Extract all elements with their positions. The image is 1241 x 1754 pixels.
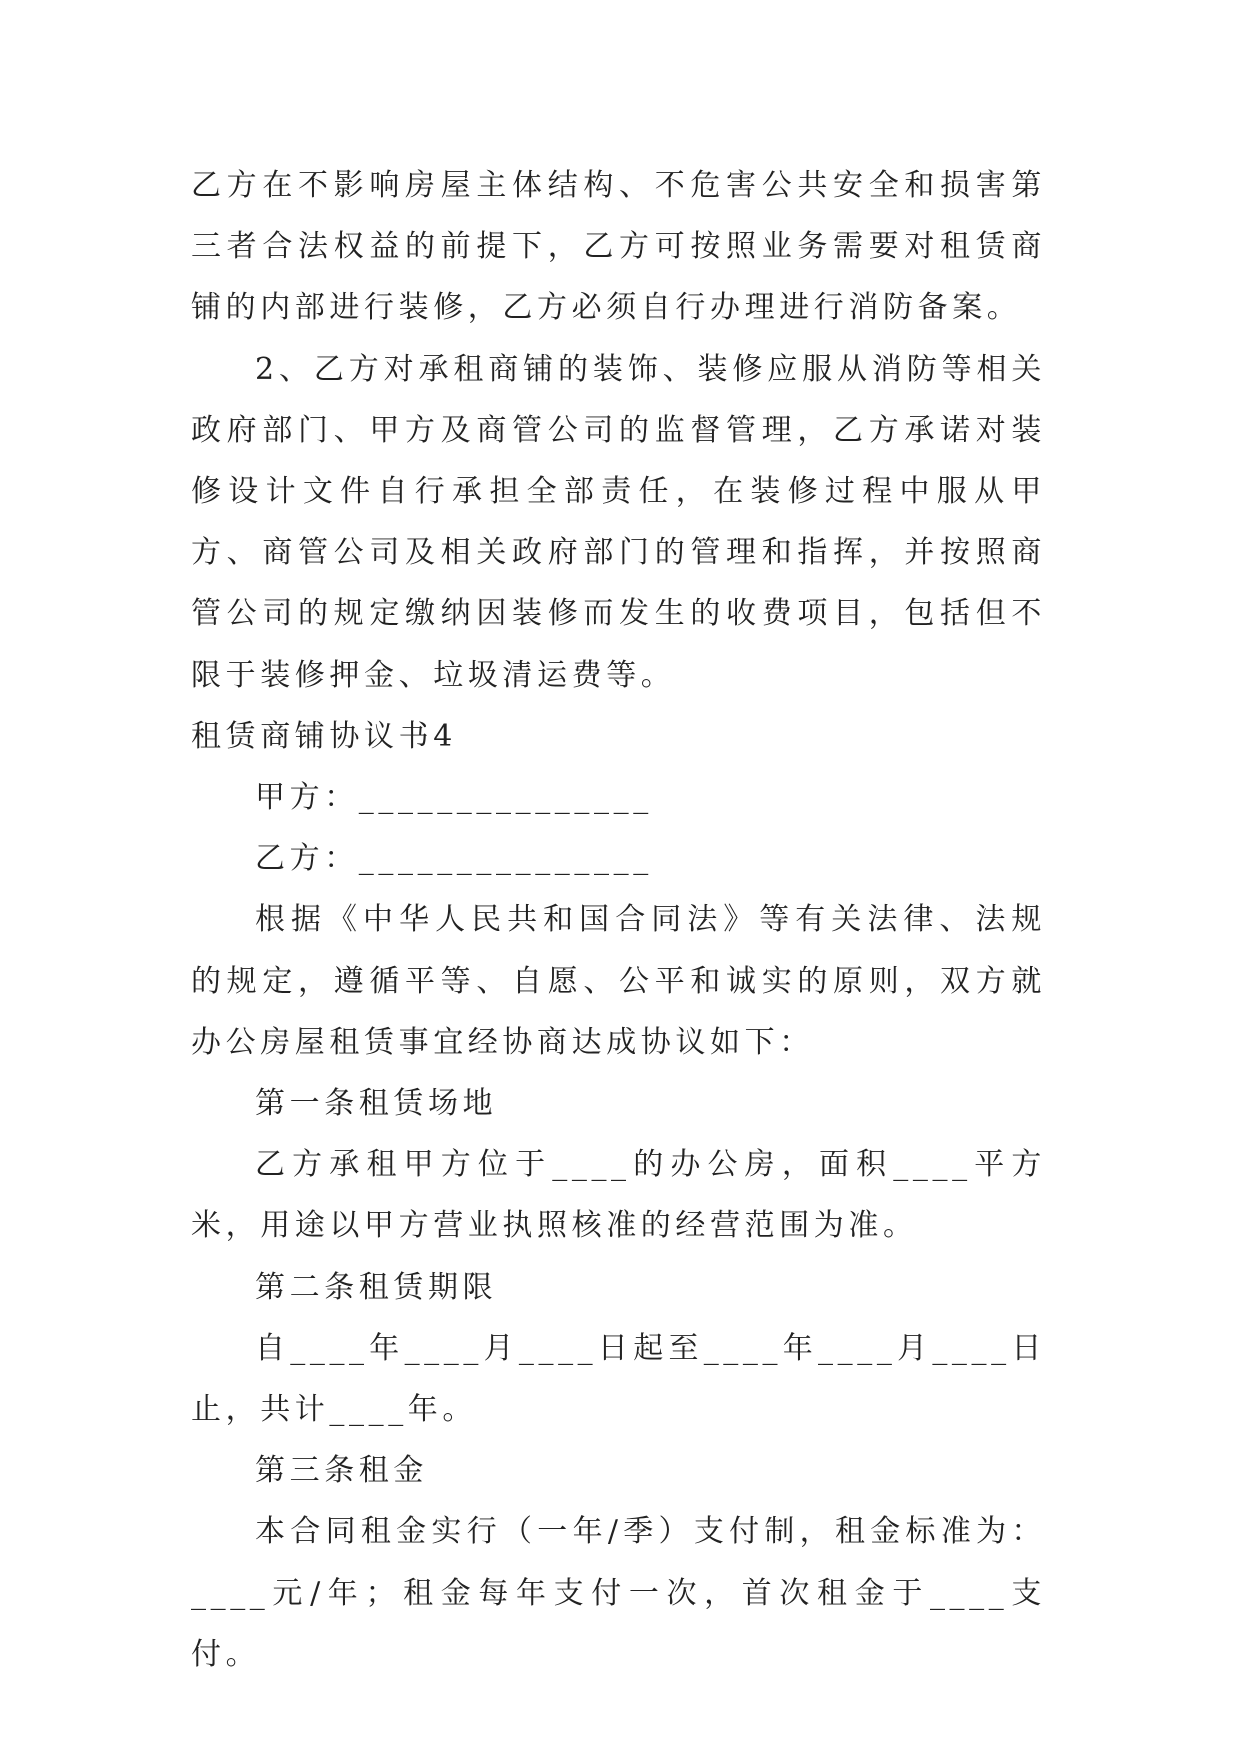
article-3-body: 本合同租金实行（一年/季）支付制，租金标准为：____元/年；租金每年支付一次，首次租金于____支付。	[191, 1514, 1046, 1672]
paragraph-renovation-rights: 乙方在不影响房屋主体结构、不危害公共安全和损害第三者合法权益的前提下，乙方可按照业务需要对租赁商铺的内部进行装修，乙方必须自行办理进行消防备案。	[191, 168, 1046, 326]
party-a-line: 甲方：_______________	[255, 780, 653, 816]
party-b-line: 乙方：_______________	[255, 841, 653, 877]
document-body	[191, 155, 1046, 1685]
article-3-heading: 第三条租金	[255, 1453, 428, 1489]
article-1-body: 乙方承租甲方位于____的办公房，面积____平方米，用途以甲方营业执照核准的经营范围为准。	[191, 1147, 1046, 1244]
article-1-heading: 第一条租赁场地	[255, 1086, 498, 1122]
paragraph-renovation-supervision: 2、乙方对承租商铺的装饰、装修应服从消防等相关政府部门、甲方及商管公司的监督管理，乙方承诺对装修设计文件自行承担全部责任，在装修过程中服从甲方、商管公司及相关政府部门的管理和指挥，并按照商管公司的规定缴纳因装修而发生的收费项目，包括但不限于装修押金、垃圾清运费等。	[191, 351, 1046, 693]
agreement-preamble: 根据《中华人民共和国合同法》等有关法律、法规的规定，遵循平等、自愿、公平和诚实的原则，双方就办公房屋租赁事宜经协商达成协议如下：	[191, 902, 1046, 1060]
document-title: 租赁商铺协议书4	[191, 718, 457, 754]
article-2-heading: 第二条租赁期限	[255, 1269, 498, 1305]
article-2-body: 自____年____月____日起至____年____月____日止，共计____年。	[191, 1330, 1046, 1428]
